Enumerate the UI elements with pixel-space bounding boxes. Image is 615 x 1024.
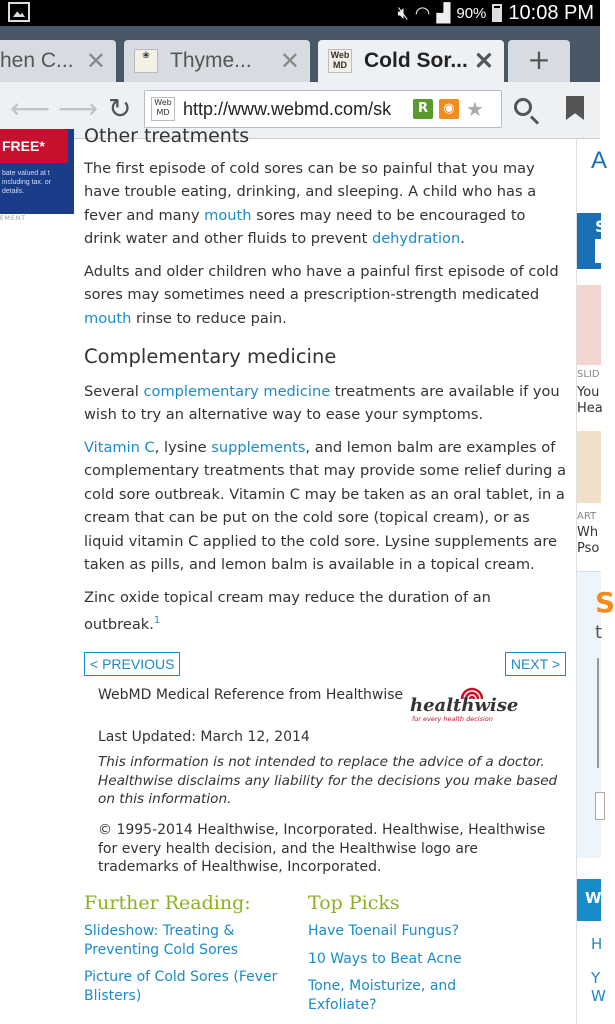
rail-text: S bbox=[595, 586, 615, 619]
rail-text: W bbox=[585, 889, 602, 907]
rail-link[interactable]: Y bbox=[591, 969, 601, 987]
rail-email-input[interactable] bbox=[595, 792, 605, 820]
paragraph-5: Zinc oxide topical cream may reduce the duration of an outbreak.$^1$ bbox=[84, 589, 491, 634]
url-bar[interactable] bbox=[144, 90, 502, 128]
ad-fine-print: bate valued at t including tax. or details. bbox=[2, 170, 52, 195]
extension-icon[interactable]: R bbox=[413, 99, 433, 119]
tab-bar bbox=[0, 26, 600, 82]
tab-title: Cold Sor... bbox=[364, 49, 468, 72]
tab-title: hen C... bbox=[0, 49, 74, 72]
rss-icon[interactable]: ◉ bbox=[439, 99, 459, 119]
ad-free-badge: FREE* bbox=[0, 129, 68, 163]
rail-newsletter-box bbox=[577, 571, 615, 858]
link-complementary-medicine[interactable]: complementary medicine bbox=[143, 383, 331, 400]
top-picks-link[interactable]: 10 Ways to Beat Acne bbox=[308, 950, 462, 967]
url-input[interactable] bbox=[183, 99, 407, 120]
wifi-icon: ◠ bbox=[414, 2, 431, 24]
source-reference: WebMD Medical Reference from Healthwise bbox=[98, 687, 404, 703]
gallery-icon bbox=[8, 2, 30, 22]
battery-percent: 90% bbox=[456, 4, 487, 22]
status-bar bbox=[0, 0, 600, 26]
top-picks-link[interactable]: Have Toenail Fungus? bbox=[308, 923, 460, 939]
bookmark-icon[interactable] bbox=[566, 96, 584, 120]
further-reading-title: Further Reading: bbox=[84, 892, 251, 914]
rail-title[interactable]: You bbox=[577, 385, 600, 400]
signal-icon: ▟ bbox=[436, 2, 451, 24]
advertisement[interactable] bbox=[0, 129, 74, 214]
healthwise-wordmark: healthwise bbox=[410, 695, 519, 716]
tab-1[interactable] bbox=[0, 40, 116, 82]
rail-text: t bbox=[595, 622, 603, 643]
top-picks bbox=[308, 892, 568, 1023]
link-mouth[interactable]: mouth bbox=[204, 206, 252, 224]
rail-section-header bbox=[577, 879, 601, 921]
back-arrow-icon[interactable]: ⟵ bbox=[10, 92, 51, 125]
rail-text: S bbox=[595, 217, 607, 236]
webmd-favicon-icon: Web MD bbox=[328, 49, 352, 73]
further-reading-link[interactable]: Picture of Cold Sores (Fever Blisters) bbox=[84, 969, 278, 1004]
rail-link[interactable]: H bbox=[591, 935, 603, 953]
rail-link[interactable]: W bbox=[591, 987, 606, 1005]
paragraph-4: Vitamin C, lysine supplements, and lemon balm are examples of complementary treatments that may provide some relief during a cold sore outbreak. Vitamin C may be taken as an oral tablet, in a cream that can be put on the cold sore (topical cream), or as liquid vitamin C applied to the cold sore. Lysine supplements are taken as pills, and lemon balm is available in a topical cream. bbox=[84, 439, 567, 574]
right-rail bbox=[576, 139, 615, 1024]
new-tab-button[interactable]: + bbox=[508, 40, 570, 82]
page-content bbox=[0, 125, 615, 1024]
tab-2[interactable] bbox=[124, 40, 310, 82]
link-dehydration[interactable]: dehydration bbox=[371, 230, 461, 248]
rail-label: SLID bbox=[577, 369, 600, 380]
copyright: © 1995-2014 Healthwise, Incorporated. Healthwise, Healthwise for every health decision, and the Healthwise logo are trademarks of Healthwise, Incorporated. bbox=[98, 822, 546, 875]
webmd-favicon-icon: Web MD bbox=[151, 97, 175, 121]
further-reading bbox=[84, 892, 294, 1014]
link-mouth[interactable]: mouth bbox=[84, 309, 132, 327]
footnote-link[interactable]: 1 bbox=[153, 615, 161, 627]
close-icon[interactable]: ✕ bbox=[473, 47, 494, 75]
further-reading-link[interactable]: Slideshow: Treating & Preventing Cold Sores bbox=[84, 923, 238, 958]
healthwise-tagline: for every health decision bbox=[412, 715, 493, 723]
battery-icon bbox=[492, 4, 502, 22]
last-updated: Last Updated: March 12, 2014 bbox=[98, 729, 310, 745]
reload-icon[interactable]: ↻ bbox=[108, 92, 132, 125]
status-icons bbox=[397, 0, 594, 26]
tab-title: Thyme... bbox=[170, 49, 252, 72]
section-heading-complementary-medicine: Complementary medicine bbox=[84, 345, 337, 368]
favicon-icon: ❀ bbox=[134, 49, 158, 73]
source-block bbox=[98, 687, 558, 875]
star-icon[interactable]: ★ bbox=[466, 97, 484, 121]
rail-title[interactable]: Pso bbox=[577, 541, 600, 556]
rail-title[interactable]: Wh bbox=[577, 525, 599, 540]
next-button[interactable]: NEXT > bbox=[505, 652, 566, 676]
disclaimer: This information is not intended to replace the advice of a doctor. Healthwise disclaims any liability for the decisions you make based on this information. bbox=[98, 754, 558, 807]
paragraph-3: Several complementary medicine treatments are available if you wish to try an alternative way to ease your symptoms. bbox=[84, 383, 560, 424]
forward-arrow-icon[interactable]: ⟶ bbox=[58, 92, 99, 125]
rail-article-image[interactable] bbox=[577, 431, 601, 503]
rail-text: A bbox=[591, 147, 608, 174]
close-icon[interactable]: ✕ bbox=[279, 47, 300, 75]
rail-title[interactable]: Hea bbox=[577, 401, 603, 416]
section-heading-other-treatments: Other treatments bbox=[84, 125, 250, 147]
paragraph-1: The first episode of cold sores can be so painful that you may have trouble eating, drinking, and sleeping. A child who has a fever and many mouth sores may need to be encouraged to drink water and other fluids to prevent dehydration. bbox=[84, 160, 537, 248]
healthwise-logo bbox=[410, 681, 519, 725]
link-vitamin-c[interactable]: Vitamin C bbox=[84, 439, 155, 456]
rail-ad-banner[interactable] bbox=[577, 213, 607, 269]
rail-label: ART bbox=[577, 511, 597, 522]
search-icon[interactable] bbox=[514, 98, 532, 116]
rail-slideshow-image[interactable] bbox=[577, 285, 601, 365]
clock: 10:08 PM bbox=[508, 1, 594, 24]
rail-ad-top[interactable] bbox=[577, 139, 608, 213]
close-icon[interactable]: ✕ bbox=[85, 47, 106, 75]
top-picks-title: Top Picks bbox=[308, 892, 400, 914]
paragraph-2: Adults and older children who have a painful first episode of cold sores may sometimes need a prescription-strength medicated mouth rinse to reduce pain. bbox=[84, 263, 559, 327]
top-picks-link[interactable]: Tone, Moisturize, and Exfoliate? bbox=[308, 978, 457, 1013]
pagination bbox=[84, 652, 566, 676]
mute-icon: 🔇︎ bbox=[397, 2, 409, 24]
link-supplements[interactable]: supplements bbox=[211, 439, 306, 456]
ad-label: EMENT bbox=[0, 215, 26, 222]
previous-button[interactable]: < PREVIOUS bbox=[84, 652, 180, 676]
tab-3-active[interactable] bbox=[318, 40, 504, 82]
